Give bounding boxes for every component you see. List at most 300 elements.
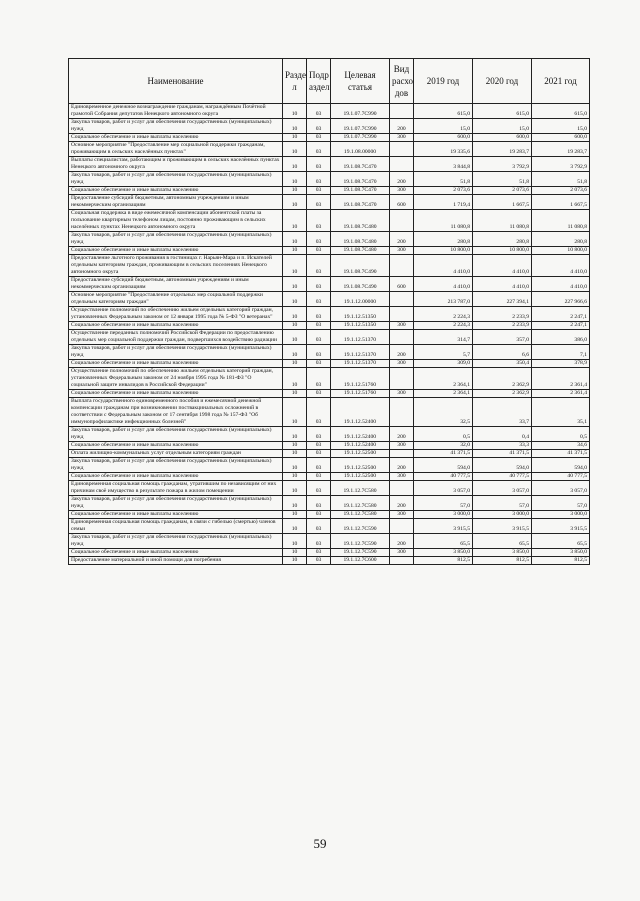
row-section: 10	[283, 368, 307, 390]
row-value-2021: 812,5	[532, 557, 590, 565]
row-value-2021: 51,8	[532, 172, 590, 187]
row-section: 10	[283, 458, 307, 473]
row-name: Социальное обеспечение и иные выплаты населению	[69, 247, 283, 255]
row-value-2019: 812,5	[414, 557, 473, 565]
table-row	[69, 473, 590, 481]
row-subsection: 03	[307, 511, 331, 519]
row-value-2020: 33,7	[473, 398, 532, 427]
row-expense-type: 200	[390, 172, 414, 187]
row-expense-type: 300	[390, 134, 414, 142]
row-value-2019: 1 719,4	[414, 195, 473, 210]
row-value-2021: 57,0	[532, 496, 590, 511]
row-section: 10	[283, 307, 307, 322]
row-value-2020: 1 667,5	[473, 195, 532, 210]
row-section: 10	[283, 511, 307, 519]
row-value-2019: 2 073,6	[414, 187, 473, 195]
row-name: Социальное обеспечение и иные выплаты населению	[69, 473, 283, 481]
row-value-2021: 378,9	[532, 360, 590, 368]
row-article: 19.1.12.52400	[331, 427, 390, 442]
row-subsection: 03	[307, 330, 331, 345]
row-article: 19.1.12.7С580	[331, 496, 390, 511]
row-value-2019: 4 410,0	[414, 255, 473, 277]
row-expense-type	[390, 557, 414, 565]
row-article: 19.1.12.52500	[331, 450, 390, 458]
row-expense-type: 600	[390, 277, 414, 292]
table-row	[69, 398, 590, 427]
row-value-2020: 594,0	[473, 458, 532, 473]
table-row	[69, 210, 590, 232]
row-expense-type: 200	[390, 345, 414, 360]
table-row	[69, 232, 590, 247]
row-section: 10	[283, 292, 307, 307]
row-name: Социальное обеспечение и иные выплаты населению	[69, 134, 283, 142]
row-name: Выплаты специалистам, работающим и проживающим в сельских населённых пунктах Ненецкого автономного округа	[69, 157, 283, 172]
row-value-2019: 2 364,1	[414, 390, 473, 398]
row-section: 10	[283, 142, 307, 157]
row-subsection: 03	[307, 142, 331, 157]
row-value-2019: 15,0	[414, 119, 473, 134]
row-name: Осуществление переданных полномочий Российской Федерации по предоставлению отдельных мер социальной поддержки граждан, подвергшихся воздействию радиации	[69, 330, 283, 345]
row-subsection: 03	[307, 247, 331, 255]
row-article: 19.1.12.51760	[331, 390, 390, 398]
row-value-2019: 65,5	[414, 534, 473, 549]
row-value-2020: 6,6	[473, 345, 532, 360]
row-section: 10	[283, 134, 307, 142]
row-name: Социальная поддержка в виде ежемесячной компенсации абонентской платы за пользование квартирным телефоном лицам, постоянно проживающим в сельских населённых пунктах Ненецкого автономного округа	[69, 210, 283, 232]
row-expense-type: 300	[390, 187, 414, 195]
row-value-2019: 213 787,0	[414, 292, 473, 307]
row-value-2021: 3 915,5	[532, 519, 590, 534]
row-expense-type	[390, 210, 414, 232]
row-subsection: 03	[307, 473, 331, 481]
row-value-2020: 15,0	[473, 119, 532, 134]
row-expense-type: 300	[390, 322, 414, 330]
row-article: 19.1.08.7С470	[331, 172, 390, 187]
table-row	[69, 195, 590, 210]
row-expense-type	[390, 368, 414, 390]
row-value-2019: 615,0	[414, 104, 473, 119]
row-value-2021: 34,6	[532, 442, 590, 450]
row-value-2019: 2 224,3	[414, 322, 473, 330]
row-value-2020: 3 915,5	[473, 519, 532, 534]
row-subsection: 03	[307, 187, 331, 195]
row-value-2019: 3 000,0	[414, 511, 473, 519]
header-article: Целевая статья	[331, 59, 390, 104]
row-section: 10	[283, 322, 307, 330]
row-subsection: 03	[307, 442, 331, 450]
row-expense-type: 200	[390, 534, 414, 549]
row-expense-type	[390, 398, 414, 427]
table-row	[69, 119, 590, 134]
row-name: Единовременная социальная помощь гражданам, утратившим по независящим от них причинам своё имущество в результате пожара в жилом помещении	[69, 481, 283, 496]
row-name: Закупка товаров, работ и услуг для обеспечения государственных (муниципальных) нужд	[69, 232, 283, 247]
row-value-2019: 4 410,0	[414, 277, 473, 292]
row-expense-type	[390, 255, 414, 277]
row-value-2021: 19 283,7	[532, 142, 590, 157]
row-name: Социальное обеспечение и иные выплаты населению	[69, 187, 283, 195]
row-value-2020: 4 410,0	[473, 277, 532, 292]
row-subsection: 03	[307, 172, 331, 187]
row-section: 10	[283, 557, 307, 565]
row-article: 19.1.12.52500	[331, 458, 390, 473]
row-section: 10	[283, 549, 307, 557]
row-name: Единовременное денежное вознаграждение гражданам, награждённым Почётной грамотой Собрания депутатов Ненецкого автономного округа	[69, 104, 283, 119]
row-subsection: 03	[307, 232, 331, 247]
row-section: 10	[283, 442, 307, 450]
row-expense-type: 600	[390, 195, 414, 210]
table-row	[69, 368, 590, 390]
row-expense-type	[390, 519, 414, 534]
row-section: 10	[283, 232, 307, 247]
row-expense-type	[390, 481, 414, 496]
row-subsection: 03	[307, 549, 331, 557]
row-value-2019: 3 057,0	[414, 481, 473, 496]
row-article: 19.1.08.7С480	[331, 210, 390, 232]
row-value-2020: 3 792,9	[473, 157, 532, 172]
header-subsection: Подр аздел	[307, 59, 331, 104]
row-expense-type: 300	[390, 511, 414, 519]
row-subsection: 03	[307, 195, 331, 210]
row-section: 10	[283, 119, 307, 134]
row-article: 19.1.12.51760	[331, 368, 390, 390]
budget-table	[68, 58, 590, 565]
row-subsection: 03	[307, 458, 331, 473]
row-value-2019: 600,0	[414, 134, 473, 142]
row-value-2019: 32,5	[414, 398, 473, 427]
table-row	[69, 187, 590, 195]
row-section: 10	[283, 247, 307, 255]
row-subsection: 03	[307, 450, 331, 458]
row-article: 19.1.07.7С990	[331, 134, 390, 142]
row-subsection: 03	[307, 277, 331, 292]
row-section: 10	[283, 450, 307, 458]
row-expense-type: 200	[390, 119, 414, 134]
row-value-2021: 227 966,6	[532, 292, 590, 307]
row-article: 19.1.08.00000	[331, 142, 390, 157]
row-subsection: 03	[307, 427, 331, 442]
row-name: Основное мероприятие "Предоставление отдельных мер социальной поддержки отдельным категориям граждан"	[69, 292, 283, 307]
table-row	[69, 481, 590, 496]
row-subsection: 03	[307, 134, 331, 142]
row-value-2019: 40 777,5	[414, 473, 473, 481]
row-subsection: 03	[307, 496, 331, 511]
row-section: 10	[283, 473, 307, 481]
row-article: 19.1.12.7С590	[331, 549, 390, 557]
row-value-2020: 41 371,5	[473, 450, 532, 458]
row-name: Закупка товаров, работ и услуг для обеспечения государственных (муниципальных) нужд	[69, 119, 283, 134]
row-section: 10	[283, 104, 307, 119]
row-article: 19.1.12.7С600	[331, 557, 390, 565]
table-row	[69, 534, 590, 549]
row-value-2019: 3 850,0	[414, 549, 473, 557]
row-article: 19.1.07.7С990	[331, 104, 390, 119]
row-article: 19.1.12.51350	[331, 307, 390, 322]
row-article: 19.1.07.7С990	[331, 119, 390, 134]
row-article: 19.1.08.7С470	[331, 187, 390, 195]
row-value-2019: 280,8	[414, 232, 473, 247]
row-article: 19.1.08.7С470	[331, 157, 390, 172]
row-section: 10	[283, 345, 307, 360]
row-value-2020: 812,5	[473, 557, 532, 565]
table-row	[69, 427, 590, 442]
row-value-2019: 32,0	[414, 442, 473, 450]
row-value-2021: 10 800,0	[532, 247, 590, 255]
row-section: 10	[283, 187, 307, 195]
row-value-2021: 65,5	[532, 534, 590, 549]
row-value-2019: 309,0	[414, 360, 473, 368]
row-value-2021: 4 410,0	[532, 277, 590, 292]
row-value-2020: 3 057,0	[473, 481, 532, 496]
row-expense-type: 300	[390, 390, 414, 398]
row-value-2021: 280,8	[532, 232, 590, 247]
row-article: 19.1.08.7С470	[331, 195, 390, 210]
row-value-2021: 1 667,5	[532, 195, 590, 210]
row-subsection: 03	[307, 557, 331, 565]
row-value-2021: 2 073,6	[532, 187, 590, 195]
row-expense-type	[390, 157, 414, 172]
row-subsection: 03	[307, 292, 331, 307]
row-value-2021: 41 371,5	[532, 450, 590, 458]
row-subsection: 03	[307, 119, 331, 134]
row-value-2021: 15,0	[532, 119, 590, 134]
row-section: 10	[283, 210, 307, 232]
table-row	[69, 496, 590, 511]
row-value-2020: 2 362,9	[473, 368, 532, 390]
row-value-2021: 2 361,4	[532, 368, 590, 390]
row-expense-type: 200	[390, 496, 414, 511]
row-expense-type	[390, 330, 414, 345]
row-expense-type: 200	[390, 458, 414, 473]
header-section: Разде л	[283, 59, 307, 104]
row-article: 19.1.12.7С590	[331, 534, 390, 549]
row-subsection: 03	[307, 390, 331, 398]
row-value-2020: 280,8	[473, 232, 532, 247]
table-row	[69, 172, 590, 187]
table-row	[69, 458, 590, 473]
row-expense-type: 200	[390, 232, 414, 247]
row-value-2020: 33,3	[473, 442, 532, 450]
row-value-2021: 40 777,5	[532, 473, 590, 481]
table-row	[69, 277, 590, 292]
row-name: Социальное обеспечение и иные выплаты населению	[69, 511, 283, 519]
row-value-2021: 2 247,1	[532, 322, 590, 330]
row-value-2021: 594,0	[532, 458, 590, 473]
row-value-2019: 3 844,8	[414, 157, 473, 172]
row-value-2019: 41 371,5	[414, 450, 473, 458]
row-value-2020: 350,4	[473, 360, 532, 368]
row-section: 10	[283, 255, 307, 277]
row-value-2020: 4 410,0	[473, 255, 532, 277]
row-subsection: 03	[307, 322, 331, 330]
row-value-2020: 40 777,5	[473, 473, 532, 481]
page-number: 59	[313, 836, 327, 851]
row-value-2020: 0,4	[473, 427, 532, 442]
row-subsection: 03	[307, 255, 331, 277]
header-2019: 2019 год	[414, 59, 473, 104]
row-section: 10	[283, 481, 307, 496]
header-name: Наименование	[69, 59, 283, 104]
row-subsection: 03	[307, 481, 331, 496]
row-section: 10	[283, 519, 307, 534]
row-article: 19.1.12.51370	[331, 360, 390, 368]
row-section: 10	[283, 360, 307, 368]
row-subsection: 03	[307, 360, 331, 368]
row-section: 10	[283, 496, 307, 511]
row-name: Закупка товаров, работ и услуг для обеспечения государственных (муниципальных) нужд	[69, 172, 283, 187]
row-expense-type	[390, 142, 414, 157]
row-value-2020: 615,0	[473, 104, 532, 119]
row-name: Предоставление субсидий бюджетным, автономным учреждениям и иным некоммерческим организациям	[69, 277, 283, 292]
row-value-2021: 7,1	[532, 345, 590, 360]
row-value-2021: 3 792,9	[532, 157, 590, 172]
row-value-2019: 19 335,6	[414, 142, 473, 157]
row-expense-type: 300	[390, 473, 414, 481]
table-row	[69, 247, 590, 255]
row-article: 19.1.12.7С580	[331, 511, 390, 519]
row-section: 10	[283, 427, 307, 442]
row-value-2019: 3 915,5	[414, 519, 473, 534]
row-name: Предоставление субсидий бюджетным, автономным учреждениям и иным некоммерческим организациям	[69, 195, 283, 210]
row-expense-type	[390, 292, 414, 307]
table-row	[69, 134, 590, 142]
row-value-2021: 2 361,4	[532, 390, 590, 398]
row-value-2020: 51,8	[473, 172, 532, 187]
table-row	[69, 104, 590, 119]
row-expense-type: 200	[390, 427, 414, 442]
header-2020: 2020 год	[473, 59, 532, 104]
row-name: Основное мероприятие "Предоставление мер социальной поддержки гражданам, проживающим в сельских населённых пунктах"	[69, 142, 283, 157]
row-value-2020: 3 000,0	[473, 511, 532, 519]
row-section: 10	[283, 195, 307, 210]
row-value-2019: 57,0	[414, 496, 473, 511]
table-row	[69, 307, 590, 322]
row-subsection: 03	[307, 345, 331, 360]
table-row	[69, 511, 590, 519]
budget-table-page	[68, 58, 589, 565]
row-value-2019: 0,5	[414, 427, 473, 442]
row-value-2021: 11 080,8	[532, 210, 590, 232]
row-value-2021: 0,5	[532, 427, 590, 442]
row-value-2020: 357,0	[473, 330, 532, 345]
row-article: 19.1.12.51370	[331, 330, 390, 345]
row-expense-type: 300	[390, 247, 414, 255]
header-expense-type: Вид расхо дов	[390, 59, 414, 104]
row-section: 10	[283, 330, 307, 345]
row-value-2019: 10 800,0	[414, 247, 473, 255]
row-name: Закупка товаров, работ и услуг для обеспечения государственных (муниципальных) нужд	[69, 427, 283, 442]
row-value-2021: 386,0	[532, 330, 590, 345]
row-value-2020: 600,0	[473, 134, 532, 142]
row-value-2020: 2 233,9	[473, 307, 532, 322]
row-section: 10	[283, 390, 307, 398]
row-name: Предоставление льготного проживания в гостиницах г. Нарьян-Мара и п. Искателей отдельным категориям граждан, проживающим в сельских поселениях Ненецкого автономного округа	[69, 255, 283, 277]
row-article: 19.1.12.51370	[331, 345, 390, 360]
row-name: Оплата жилищно-коммунальных услуг отдельным категориям граждан	[69, 450, 283, 458]
row-section: 10	[283, 534, 307, 549]
row-value-2020: 65,5	[473, 534, 532, 549]
row-value-2020: 3 850,0	[473, 549, 532, 557]
row-value-2021: 35,1	[532, 398, 590, 427]
table-row	[69, 292, 590, 307]
row-name: Социальное обеспечение и иные выплаты населению	[69, 549, 283, 557]
row-value-2020: 2 362,9	[473, 390, 532, 398]
row-name: Предоставление материальной и иной помощи для погребения	[69, 557, 283, 565]
row-name: Социальное обеспечение и иные выплаты населению	[69, 360, 283, 368]
row-expense-type: 300	[390, 360, 414, 368]
row-expense-type	[390, 450, 414, 458]
table-row	[69, 549, 590, 557]
row-value-2021: 3 057,0	[532, 481, 590, 496]
table-row	[69, 157, 590, 172]
row-value-2020: 2 233,9	[473, 322, 532, 330]
row-name: Социальное обеспечение и иные выплаты населению	[69, 390, 283, 398]
row-article: 19.1.12.52500	[331, 473, 390, 481]
row-value-2019: 51,8	[414, 172, 473, 187]
row-value-2019: 5,7	[414, 345, 473, 360]
table-body	[69, 104, 590, 565]
row-value-2020: 227 394,1	[473, 292, 532, 307]
row-subsection: 03	[307, 368, 331, 390]
row-name: Закупка товаров, работ и услуг для обеспечения государственных (муниципальных) нужд	[69, 458, 283, 473]
row-value-2020: 2 073,6	[473, 187, 532, 195]
row-expense-type: 300	[390, 442, 414, 450]
table-row	[69, 360, 590, 368]
table-row	[69, 330, 590, 345]
row-name: Закупка товаров, работ и услуг для обеспечения государственных (муниципальных) нужд	[69, 345, 283, 360]
table-row	[69, 450, 590, 458]
table-row	[69, 390, 590, 398]
row-value-2021: 4 410,0	[532, 255, 590, 277]
row-value-2021: 3 850,0	[532, 549, 590, 557]
row-value-2020: 19 283,7	[473, 142, 532, 157]
table-row	[69, 142, 590, 157]
row-value-2019: 2 224,3	[414, 307, 473, 322]
row-value-2021: 3 000,0	[532, 511, 590, 519]
row-expense-type	[390, 307, 414, 322]
row-section: 10	[283, 277, 307, 292]
row-section: 10	[283, 398, 307, 427]
row-value-2021: 615,0	[532, 104, 590, 119]
table-header-row	[69, 59, 590, 104]
table-row	[69, 322, 590, 330]
row-value-2021: 600,0	[532, 134, 590, 142]
row-value-2019: 11 080,8	[414, 210, 473, 232]
row-expense-type: 300	[390, 549, 414, 557]
row-article: 19.1.08.7С480	[331, 232, 390, 247]
row-subsection: 03	[307, 307, 331, 322]
row-value-2021: 2 247,1	[532, 307, 590, 322]
header-2021: 2021 год	[532, 59, 590, 104]
row-value-2020: 10 800,0	[473, 247, 532, 255]
row-name: Социальное обеспечение и иные выплаты населению	[69, 322, 283, 330]
row-value-2019: 2 364,1	[414, 368, 473, 390]
table-row	[69, 442, 590, 450]
row-name: Осуществление полномочий по обеспечению жильем отдельных категорий граждан, установленных Федеральным законом от 12 января 1995 года № 5-ФЗ "О ветеранах"	[69, 307, 283, 322]
row-article: 19.1.12.52400	[331, 442, 390, 450]
row-article: 19.1.12.7С590	[331, 519, 390, 534]
row-value-2019: 314,7	[414, 330, 473, 345]
row-article: 19.1.08.7С490	[331, 277, 390, 292]
row-article: 19.1.12.52400	[331, 398, 390, 427]
row-name: Социальное обеспечение и иные выплаты населению	[69, 442, 283, 450]
row-article: 19.1.08.7С490	[331, 255, 390, 277]
table-row	[69, 519, 590, 534]
row-subsection: 03	[307, 157, 331, 172]
table-row	[69, 345, 590, 360]
row-expense-type	[390, 104, 414, 119]
row-article: 19.1.12.7С580	[331, 481, 390, 496]
row-value-2019: 594,0	[414, 458, 473, 473]
